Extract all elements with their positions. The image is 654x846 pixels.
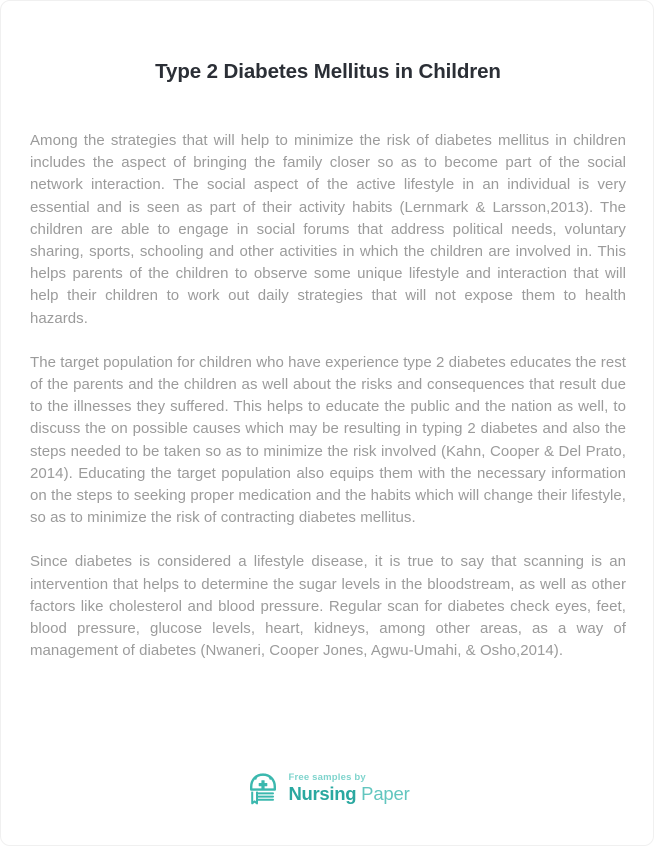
logo-brand-secondary: Paper: [356, 783, 410, 804]
logo-wordmark: [288, 773, 409, 804]
logo-tagline: Free samples by: [288, 771, 366, 783]
footer-branding: [1, 770, 654, 806]
logo-brand-primary: Nursing: [288, 783, 357, 804]
logo-brand-name: [288, 785, 409, 804]
body-paragraph: The target population for children who have experience type 2 diabetes educates the rest of the parents and the children as well about the risks and consequences that result due to the illnesses they suffered. This helps to educate the public and the nation as well, to discuss the on possible causes which may be resulting in typing 2 diabetes and also the steps needed to be taken so as to minimize the risk involved (Kahn, Cooper & Del Prato, 2014). Educating the target population also equips them with the necessary information on the steps to seeking proper medication and the habits which will change their lifestyle, so as to minimize the risk of contracting diabetes mellitus.: [30, 353, 626, 527]
body-paragraph: Since diabetes is considered a lifestyle disease, it is true to say that scanning is an intervention that helps to determine the sugar levels in the bloodstream, as well as other factors like cholesterol and blood pressure. Regular scan for diabetes check eyes, feet, blood pressure, glucose levels, heart, kidneys, among other areas, as a way of management of diabetes (Nwaneri, Cooper Jones, Agwu-Umahi, & Osho,2014).: [30, 553, 626, 660]
document-body: [30, 130, 626, 662]
page-title: Type 2 Diabetes Mellitus in Children: [155, 59, 501, 83]
nurse-cap-with-cross-and-books-icon: [246, 770, 280, 806]
body-paragraph: Among the strategies that will help to minimize the risk of diabetes mellitus in children includes the aspect of bringing the family closer so as to become part of the social network interaction. The social aspect of the active lifestyle in an individual is very essential and is seen as part of their activity habits (Lernmark & Larsson,2013). The children are able to engage in social forums that address political needs, voluntary sharing, sports, schooling and other activities in which the children are involved in. This helps parents of the children to observe some unique lifestyle and interaction that will help their children to work out daily strategies that will not expose them to health hazards.: [30, 132, 626, 327]
